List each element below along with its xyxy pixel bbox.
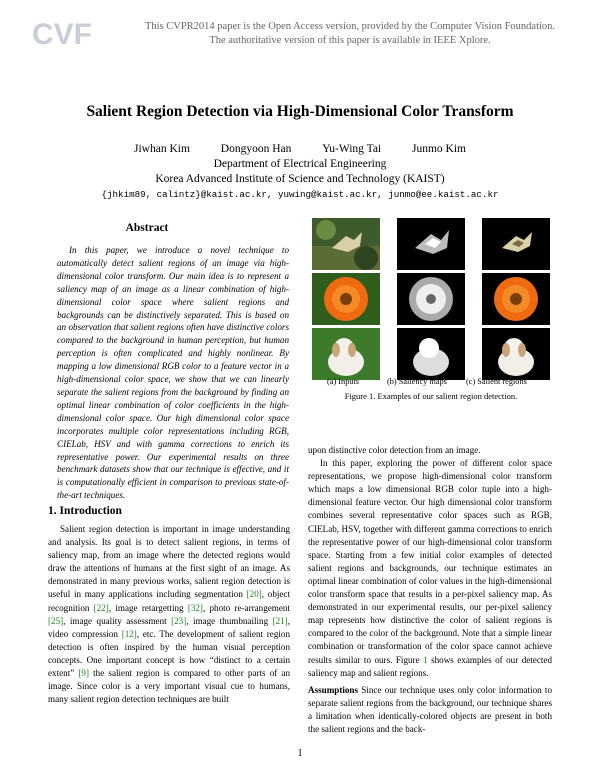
banner-line-2: The authoritative version of this paper is available in IEEE Xplore. — [209, 35, 491, 46]
saliency-map-dog — [397, 328, 465, 380]
text-run: shows examples of our detected saliency map and salient regions. — [308, 654, 552, 678]
salient-region-flower — [482, 273, 550, 325]
citation-link[interactable]: [22] — [93, 602, 109, 613]
author-name: Dongyoon Han — [220, 143, 292, 155]
open-access-banner — [110, 20, 590, 48]
input-image-flower — [312, 273, 380, 325]
author-name: Junmo Kim — [412, 143, 466, 155]
svg-text:CVF: CVF — [32, 18, 92, 49]
abstract-text: In this paper, we introduce a novel technique to automatically detect salient regions of an image via high-dimensional color transform. Our main idea is to represent a saliency map of an image as a linear combination of high-dimensional color space where salient regions and backgrounds can be distinctively separated. This is based on an observation that salient regions often have distinctive colors compared to the background in human perception, but human perception is often complicated and highly nonlinear. By mapping a low dimensional RGB color to a feature vector in a high-dimensional color space, we show that we can linearly separate the salient regions from the background by finding an optimal linear combination of color coefficients in the high-dimensional color space. Our high dimensional color space incorporates multiple color representations including RGB, CIELab, HSV and with gamma corrections to enrich its representative power. Our experimental results on three benchmark datasets show that our technique is effective, and it is computationally efficient in comparison to previous state-of-the-art techniques. — [57, 245, 289, 501]
abstract-heading: Abstract — [125, 222, 169, 234]
citation-link[interactable]: [21] — [272, 615, 288, 626]
salient-region-dog — [482, 328, 550, 380]
text-run: , video compression — [48, 615, 290, 639]
department: Department of Electrical Engineering — [213, 158, 387, 170]
run-in-heading: Assumptions — [308, 684, 359, 695]
text-run: , image thumbnailing — [186, 615, 273, 626]
citation-link[interactable]: [32] — [187, 602, 203, 613]
author-block — [40, 142, 560, 202]
paper-title: Salient Region Detection via High-Dimensional Color Transform — [86, 103, 514, 120]
text-run: , image quality assessment — [63, 615, 172, 626]
page-number: 1 — [297, 748, 303, 759]
text-run: Since our technique uses only color information to separate salient regions from the background, our technique shares a limitation when identically-colored objects are present in both the salient regions and the back- — [308, 684, 552, 734]
input-image-bird — [312, 218, 380, 270]
text-run: Salient region detection is important in image understanding and analysis. Its goal is to detect salient regions, in terms of saliency map, from an image where the detected regions would draw the attentions of humans at the first sight of an image. As demonstrated in many previous works, salient region detection is useful in many applications including segmentation — [48, 524, 290, 600]
author-name: Yu-Wing Tai — [322, 143, 382, 155]
citation-link[interactable]: [20] — [246, 589, 262, 600]
text-run: , etc. The development of salient region detection is often inspired by the human visual perception concepts. One important concept is how “distinct to a certain extent” — [48, 628, 291, 679]
figure-link[interactable]: 1 — [423, 654, 428, 665]
banner-line-1: This CVPR2014 paper is the Open Access version, provided by the Computer Vision Foundation. — [144, 21, 556, 32]
author-emails: {jhkim89, calintz}@kaist.ac.kr, yuwing@kaist.ac.kr, junmo@ee.kaist.ac.kr — [101, 189, 499, 200]
text-run: , object recognition — [48, 589, 290, 613]
text-run: In this paper, exploring the power of different color space representations, we propose high-dimensional color transform which maps a low dimensional RGB color tuple into a high-dimensional feature vector. Our high dimensional color transform combines several representative color spaces such as RGB, CIELab, HSV, together with different gamma corrections to enrich the representative power of our high-dimensional color transform space. Starting from a few initial color examples of detected salient regions and backgrounds, our technique estimates an optimal linear combination of color values in the high-dimensional color transform space that results in a per-pixel saliency map. As demonstrated in our experimental results, our per-pixel saliency map represents how distinctive the color of salient regions is compared to the color of the background. Note that a simple linear combination or transformation of the color space cannot achieve results similar to ours. Figure — [308, 458, 552, 665]
column-label: (c) Salient regions — [466, 377, 527, 386]
citation-link[interactable]: [25] — [48, 615, 64, 626]
author-names — [40, 142, 560, 157]
introduction-body — [48, 523, 290, 706]
text-run: , photo re-arrangement — [202, 602, 290, 613]
author-name: Jiwhan Kim — [133, 143, 190, 155]
introduction-heading: 1. Introduction — [48, 505, 122, 517]
text-run: , image retargetting — [108, 602, 188, 613]
cvf-logo — [30, 15, 100, 49]
paragraph — [308, 457, 552, 680]
continued-paragraph: upon distinctive color detection from an image. — [308, 445, 481, 455]
citation-link[interactable]: [9] — [78, 668, 90, 679]
column-label: (b) Saliency maps — [387, 377, 447, 386]
saliency-map-flower — [397, 273, 465, 325]
input-image-dog — [312, 328, 380, 380]
salient-region-bird — [482, 218, 550, 270]
citation-link[interactable]: [12] — [121, 628, 137, 639]
intro-paragraph — [48, 523, 290, 706]
citation-link[interactable]: [23] — [171, 615, 187, 626]
right-column-body — [308, 444, 552, 736]
institute: Korea Advanced Institute of Science and Technology (KAIST) — [155, 173, 445, 185]
figure-caption: Figure 1. Examples of our salient region detection. — [344, 391, 518, 401]
text-run: the salient region is compared to other parts of an image. Since color is a very important visual cue to humans, many salient region detection techniques are built — [48, 668, 291, 705]
assumptions-paragraph — [308, 684, 552, 736]
saliency-map-bird — [397, 218, 465, 270]
column-label: (a) Inputs — [327, 377, 360, 386]
